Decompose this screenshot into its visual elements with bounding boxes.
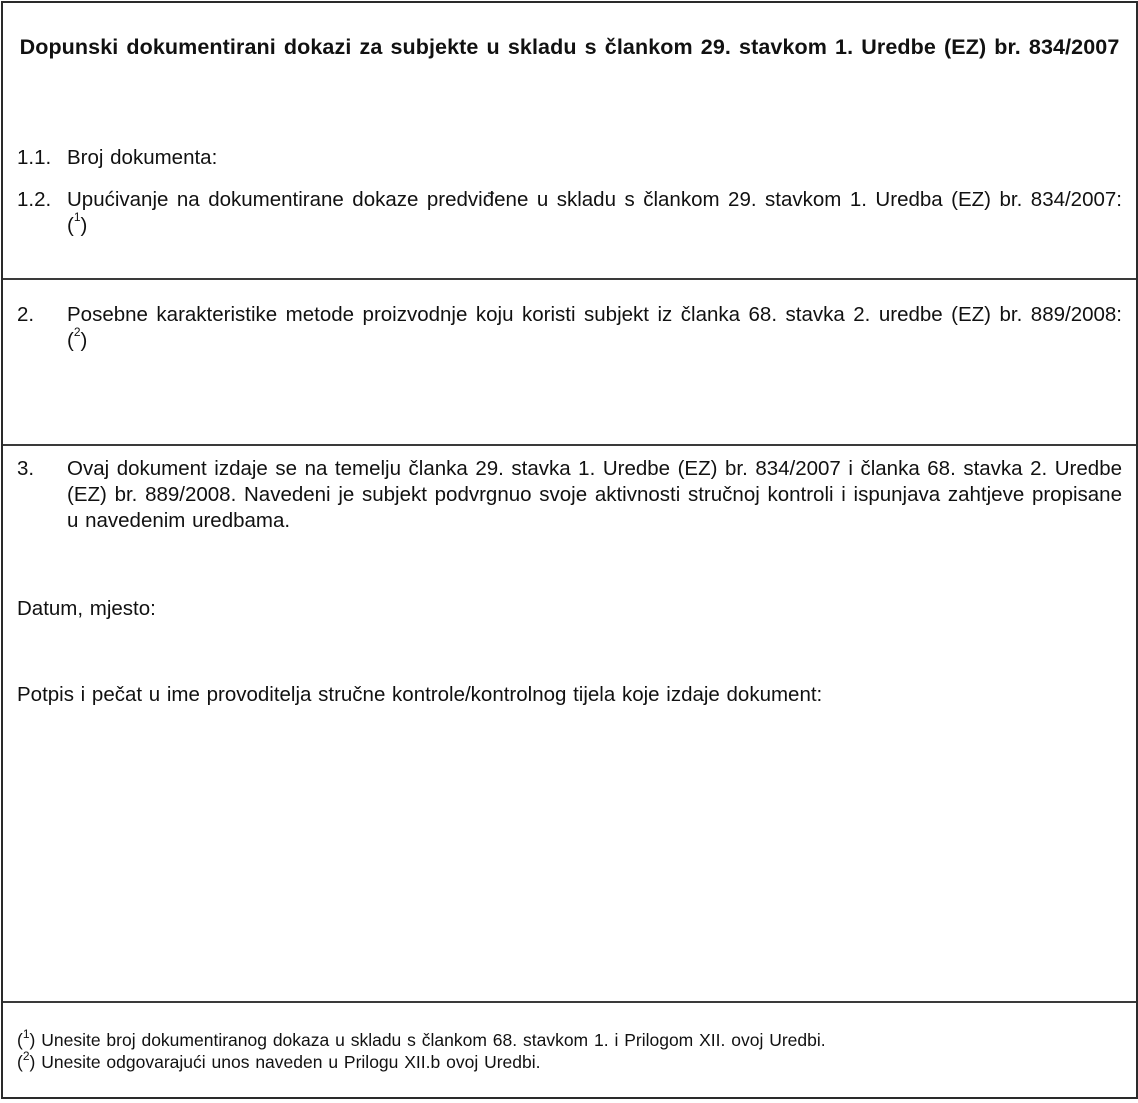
footnote-text: Unesite odgovarajući unos naveden u Prilogu XII.b ovoj Uredbi. [41, 1052, 541, 1072]
section-declaration [3, 446, 1136, 1003]
footnote-2 [17, 1049, 541, 1073]
footnote-marker: 1 [22, 1027, 30, 1041]
item-2 [17, 302, 1122, 354]
item-text-suffix: ) [80, 214, 88, 237]
document-form [1, 1, 1138, 1099]
item-number: 1.1. [17, 146, 52, 169]
document-title: Dopunski dokumentirani dokazi za subjekte u skladu s člankom 29. stavkom 1. Uredbe (EZ) br. 834/2007 [19, 35, 1120, 59]
item-number: 3. [17, 457, 35, 480]
item-text [67, 302, 1122, 354]
footnote-text: Unesite broj dokumentiranog dokaza u skladu s člankom 68. stavkom 1. i Prilogom XII. ovoj Uredbi. [41, 1030, 826, 1050]
section-header-and-document-number [3, 3, 1136, 280]
item-number: 2. [17, 303, 35, 326]
section-production-method [3, 280, 1136, 446]
footnote-open-paren: ( [17, 1030, 23, 1050]
item-number: 1.2. [17, 188, 52, 211]
item-text-body: Posebne karakteristike metode proizvodnje koju koristi subjekt iz članka 68. stavka 2. uredbe (EZ) br. 889/2008: ( [67, 303, 1122, 352]
item-text: Broj dokumenta: [67, 146, 218, 169]
footnote-marker: 2 [22, 1049, 30, 1063]
footnote-open-paren: ( [17, 1052, 23, 1072]
item-text-body: Upućivanje na dokumentirane dokaze predviđene u skladu s člankom 29. stavkom 1. Uredba (EZ) br. 834/2007: ( [67, 188, 1122, 237]
item-text-suffix: ) [80, 329, 88, 352]
item-text [67, 187, 1122, 239]
item-1-2 [17, 187, 1122, 239]
footnote-ref-1[interactable]: 1 [73, 210, 81, 224]
section-footnotes [3, 1003, 1136, 1097]
item-3 [17, 456, 1122, 534]
signature-label: Potpis i pečat u ime provoditelja stručne kontrole/kontrolnog tijela koje izdaje dokument: [17, 683, 823, 706]
footnote-1 [17, 1027, 826, 1051]
footnote-close-paren: ) [29, 1052, 36, 1072]
item-1-1 [17, 145, 1122, 171]
footnote-close-paren: ) [29, 1030, 36, 1050]
item-text: Ovaj dokument izdaje se na temelju članka 29. stavka 1. Uredbe (EZ) br. 834/2007 i članka 68. stavka 2. Uredbe (EZ) br. 889/2008. Navedeni je subjekt podvrgnuo svoje aktivnosti stručnoj kontroli i ispunjava zahtjeve propisane u navedenim uredbama. [67, 457, 1122, 532]
date-place-label: Datum, mjesto: [17, 597, 156, 620]
footnote-ref-2[interactable]: 2 [73, 325, 81, 339]
